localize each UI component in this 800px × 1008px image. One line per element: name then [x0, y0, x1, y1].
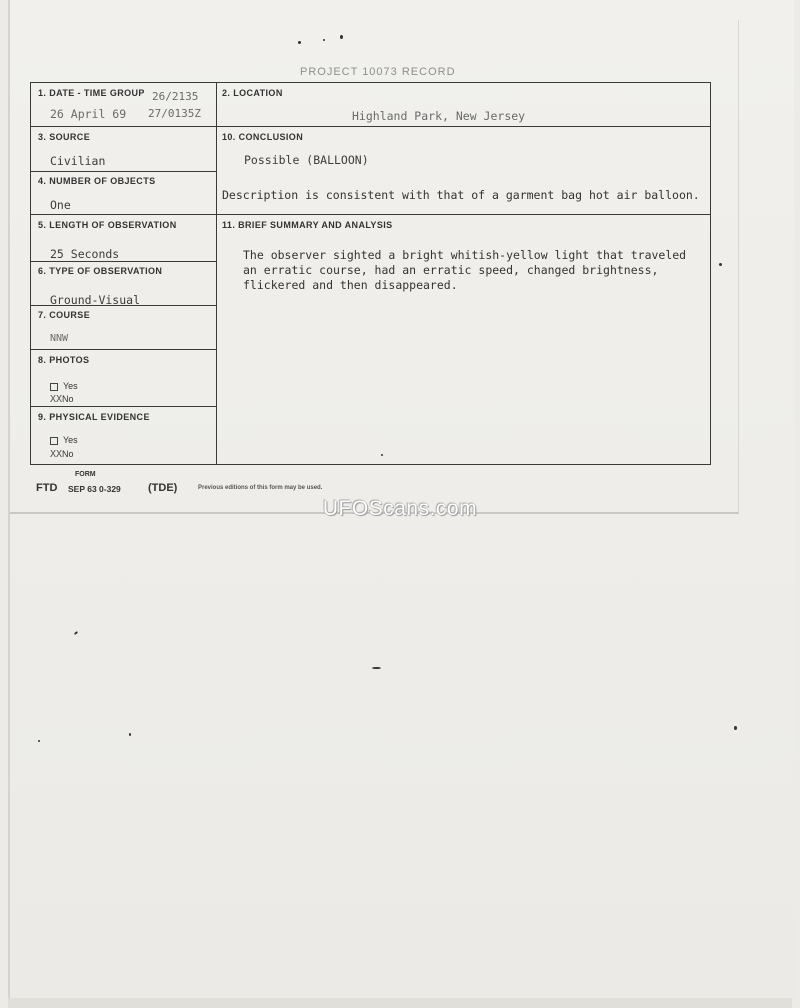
source-label: 3. SOURCE — [38, 132, 91, 142]
type-of-observation-label: 6. TYPE OF OBSERVATION — [38, 266, 163, 276]
watermark: UFOScans.com — [322, 497, 478, 520]
row-divider — [30, 406, 216, 407]
location-label: 2. LOCATION — [222, 88, 283, 98]
form-date: SEP 63 0-329 — [68, 484, 121, 494]
photos-no-mark: XX — [50, 394, 63, 405]
source-value: Civilian — [50, 154, 106, 168]
physical-evidence-no-label: No — [62, 449, 74, 459]
physical-evidence-no-mark: XX — [50, 449, 63, 460]
checkbox-icon — [50, 383, 58, 391]
scan-speck — [719, 263, 722, 266]
page-bottom-edge — [8, 998, 792, 1008]
form-code: (TDE) — [148, 482, 178, 494]
checkbox-icon — [50, 437, 58, 445]
time-group-2: 27/0135Z — [148, 107, 201, 120]
conclusion-value: Possible (BALLOON) — [244, 153, 369, 167]
scan-speck — [38, 740, 40, 742]
scan-speck — [129, 733, 131, 736]
row-divider — [30, 126, 711, 127]
date-value: 26 April 69 — [50, 107, 127, 121]
physical-evidence-yes-label: Yes — [63, 435, 78, 445]
location-value: Highland Park, New Jersey — [352, 109, 526, 123]
row-divider — [30, 171, 216, 172]
row-divider — [30, 349, 216, 350]
row-divider — [30, 261, 216, 262]
number-of-objects-value: One — [50, 198, 71, 212]
scan-speck — [323, 39, 325, 41]
photos-yes-option — [50, 381, 78, 391]
number-of-objects-label: 4. NUMBER OF OBJECTS — [38, 176, 156, 186]
form-word: FORM — [75, 471, 96, 478]
document-title: PROJECT 10073 RECORD — [300, 66, 456, 78]
course-label: 7. COURSE — [38, 310, 91, 320]
scan-speck — [340, 35, 343, 39]
column-divider — [216, 82, 217, 465]
scan-speck — [734, 726, 737, 730]
form-id: FTD — [36, 482, 58, 494]
summary-text: The observer sighted a bright whitish-yellow light that traveled an erratic course, had an erratic speed, changed brightness, flickered and then disappeared. — [243, 248, 687, 292]
date-time-group-label: 1. DATE - TIME GROUP — [38, 88, 145, 98]
row-divider — [30, 214, 711, 215]
physical-evidence-label: 9. PHYSICAL EVIDENCE — [38, 412, 150, 422]
photos-label: 8. PHOTOS — [38, 355, 90, 365]
physical-evidence-yes-option — [50, 435, 78, 445]
photos-no-option — [50, 394, 74, 405]
conclusion-description: Description is consistent with that of a garment bag hot air balloon. — [222, 188, 700, 202]
course-value: NNW — [50, 333, 69, 344]
photos-yes-label: Yes — [63, 381, 78, 391]
scan-speck — [372, 667, 381, 669]
physical-evidence-no-option — [50, 449, 74, 460]
photos-no-label: No — [62, 394, 74, 404]
scan-speck — [298, 41, 301, 44]
type-of-observation-value: Ground-Visual — [50, 293, 141, 307]
form-notice: Previous editions of this form may be used. — [198, 485, 323, 491]
time-group-1: 26/2135 — [152, 90, 199, 103]
length-of-observation-value: 25 Seconds — [50, 247, 120, 261]
conclusion-label: 10. CONCLUSION — [222, 132, 304, 142]
summary-label: 11. BRIEF SUMMARY AND ANALYSIS — [222, 220, 393, 230]
length-of-observation-label: 5. LENGTH OF OBSERVATION — [38, 220, 177, 230]
